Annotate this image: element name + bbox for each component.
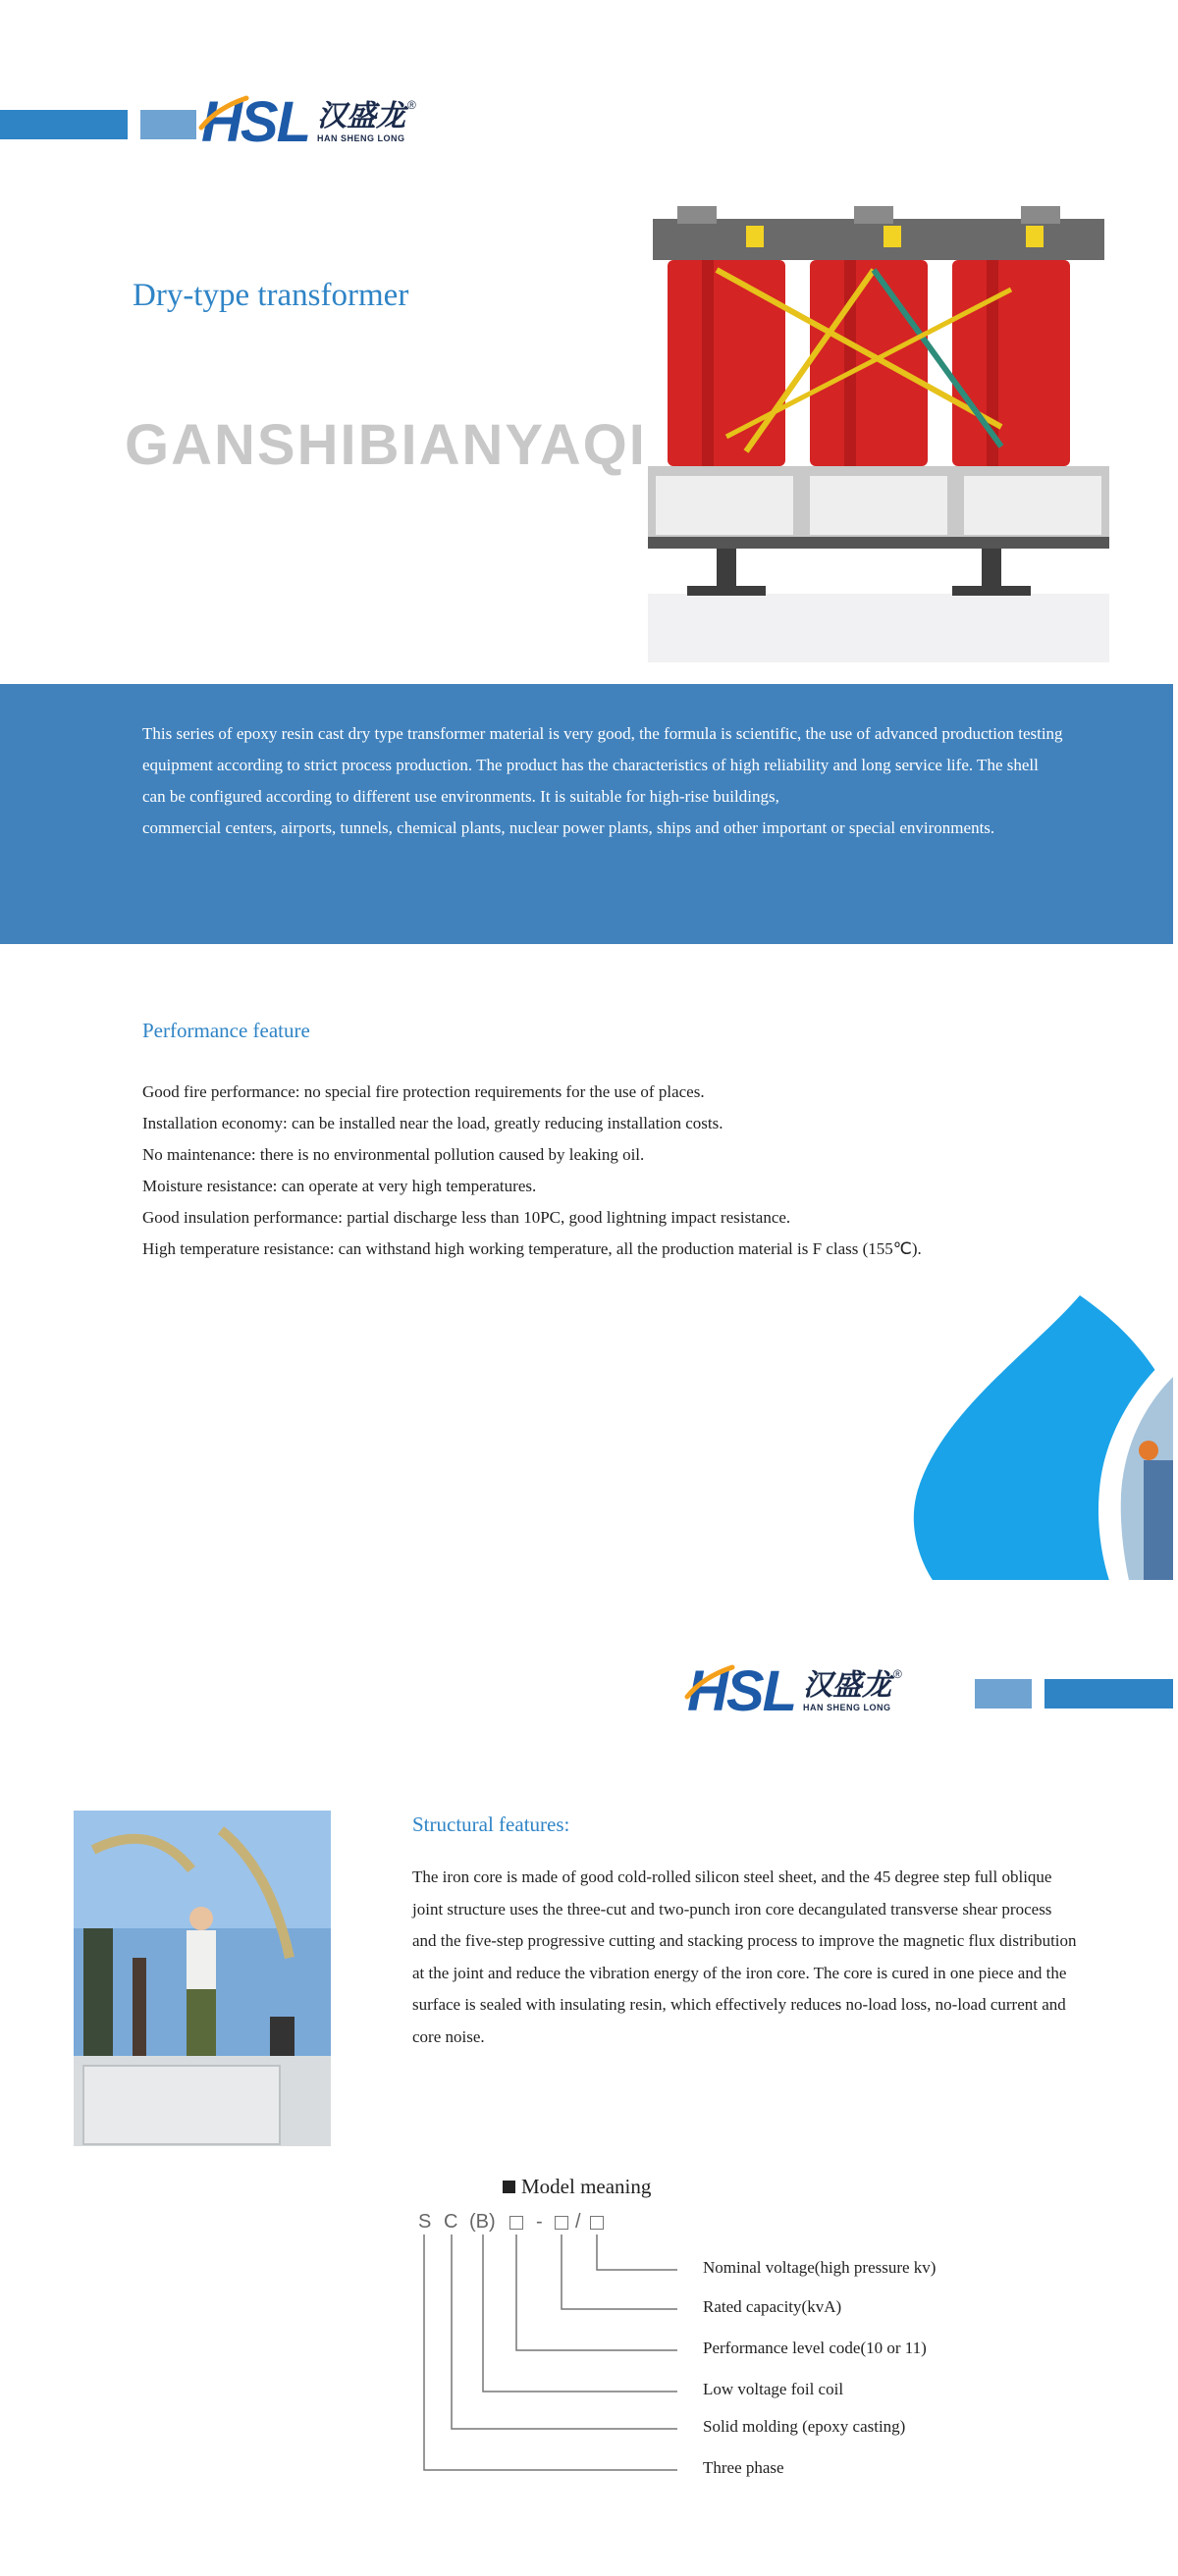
performance-title: Performance feature bbox=[142, 1019, 310, 1042]
header-bar-light bbox=[140, 110, 196, 139]
pinyin-heading: GANSHIBIANYAQI bbox=[125, 413, 647, 477]
brand-logo bbox=[201, 90, 416, 154]
code-s: S bbox=[418, 2211, 432, 2233]
meaning-solid-molding: Solid molding (epoxy casting) bbox=[703, 2417, 906, 2436]
meaning-capacity: Rated capacity(kvA) bbox=[703, 2297, 842, 2316]
logo-chinese: 汉盛龙 bbox=[317, 99, 405, 133]
bullet-square-icon bbox=[503, 2181, 515, 2193]
model-leader-lines bbox=[412, 2233, 707, 2488]
meaning-voltage: Nominal voltage(high pressure kv) bbox=[703, 2258, 937, 2277]
code-c: C bbox=[444, 2211, 458, 2233]
intro-paragraph: This series of epoxy resin cast dry type transformer material is very good, the formula is scientific, the use of advanced production testing equipment according to strict process production. The product has the characteristics of high reliability and long service life. The shell can be configured according to different use environments. It is suitable for high-rise buildings, bbox=[142, 724, 1063, 806]
logo-chinese: 汉盛龙 bbox=[803, 1668, 891, 1703]
intro-text bbox=[142, 718, 1065, 844]
intro-paragraph-2: commercial centers, airports, tunnels, chemical plants, nuclear power plants, ships and other important or special environments. bbox=[142, 818, 995, 837]
header-bar-dark bbox=[0, 110, 128, 139]
code-slash: / bbox=[575, 2211, 581, 2233]
code-b: (B) bbox=[469, 2211, 496, 2233]
list-item: No maintenance: there is no environmental pollution caused by leaking oil. bbox=[142, 1145, 645, 1164]
logo-english: HAN SHENG LONG bbox=[803, 1703, 891, 1712]
structural-title: Structural features: bbox=[412, 1813, 570, 1836]
list-item: Moisture resistance: can operate at very high temperatures. bbox=[142, 1177, 537, 1195]
code-box-performance bbox=[509, 2216, 523, 2230]
meaning-foil-coil: Low voltage foil coil bbox=[703, 2380, 844, 2398]
meaning-three-phase: Three phase bbox=[703, 2458, 784, 2477]
transformer-image bbox=[648, 201, 1109, 662]
logo-registered: ® bbox=[893, 1667, 902, 1681]
code-dash: - bbox=[536, 2211, 543, 2233]
logo-swoosh-icon bbox=[683, 1657, 742, 1716]
list-item: High temperature resistance: can withstand high working temperature, all the production material is F class (155℃). bbox=[142, 1239, 922, 1258]
header-bar-dark bbox=[1044, 1679, 1173, 1709]
logo-registered: ® bbox=[407, 98, 416, 112]
logo-text: HSL bbox=[201, 90, 309, 154]
header-bar-light bbox=[975, 1679, 1032, 1709]
list-item: Good insulation performance: partial discharge less than 10PC, good lightning impact resistance. bbox=[142, 1208, 791, 1227]
drop-decoration-image bbox=[913, 1293, 1178, 1580]
logo-english: HAN SHENG LONG bbox=[317, 133, 405, 143]
brand-logo-2 bbox=[687, 1659, 902, 1723]
page-title: Dry-type transformer bbox=[133, 278, 409, 313]
list-item: Installation economy: can be installed near the load, greatly reducing installation costs. bbox=[142, 1114, 723, 1132]
logo-text: HSL bbox=[687, 1659, 795, 1723]
structural-text: The iron core is made of good cold-rolled silicon steel sheet, and the 45 degree step full oblique joint structure uses the three-cut and two-punch iron core decangulated transverse shear process and the five-step progressive cutting and stacking process to improve the magnetic flux distribution at the joint and reduce the vibration energy of the iron core. The core is cured in one piece and the surface is sealed with insulating resin, which effectively reduces no-load loss, no-load current and core noise. bbox=[412, 1867, 1077, 2046]
code-box-voltage bbox=[590, 2216, 604, 2230]
model-title-text: Model meaning bbox=[521, 2175, 652, 2198]
list-item: Good fire performance: no special fire protection requirements for the use of places. bbox=[142, 1082, 705, 1101]
logo-swoosh-icon bbox=[197, 88, 256, 147]
code-box-capacity bbox=[555, 2216, 568, 2230]
worker-photo bbox=[74, 1811, 331, 2146]
model-title bbox=[503, 2175, 651, 2199]
performance-list bbox=[142, 1077, 1124, 1265]
meaning-performance: Performance level code(10 or 11) bbox=[703, 2339, 927, 2357]
